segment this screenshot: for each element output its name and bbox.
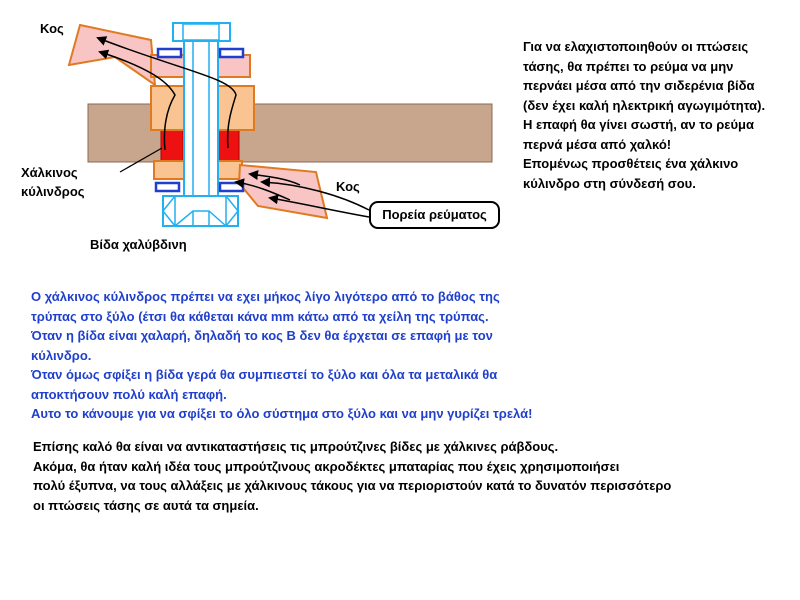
top-lug-ring-right xyxy=(218,55,250,77)
label-copper-cylinder-line2: κύλινδρος xyxy=(21,184,85,199)
top-terminal-lug xyxy=(69,25,155,85)
text-line: κύλινδρο. xyxy=(31,347,92,363)
additional-advice xyxy=(33,437,671,515)
label-copper-cylinder-line1: Χάλκινος xyxy=(21,165,78,180)
washer-top-right xyxy=(220,49,243,57)
text-line: Επομένως προσθέτεις ένα χάλκινο xyxy=(523,156,739,171)
bottom-terminal-lug xyxy=(239,165,327,218)
cylinder-notes xyxy=(31,287,532,424)
washer-bottom-right xyxy=(220,183,243,191)
text-line: κύλινδρο στη σύνδεσή σου. xyxy=(523,175,696,191)
text-line: Ο χάλκινος κύλινδρος πρέπει να εχει μήκος λίγο λιγότερο από το βάθος της xyxy=(31,289,500,304)
wood-board xyxy=(88,104,492,162)
text-line: περνάει μέσα από την σιδερένια βίδα xyxy=(523,78,755,93)
text-line: Για να ελαχιστοποιηθούν οι πτώσεις xyxy=(523,39,749,54)
bolt-head xyxy=(173,23,230,41)
copper-sleeve-right xyxy=(218,86,254,130)
text-line: Αυτο το κάνουμε για να σφίξει το όλο σύστημα στο ξύλο και να μην γυρίζει τρελά! xyxy=(31,406,533,421)
label-steel-bolt: Βίδα χαλύβδινη xyxy=(90,237,187,252)
label-kos-bottom: Κος xyxy=(336,179,360,194)
text-line: (δεν έχει καλή ηλεκτρική αγωγιμότητα). xyxy=(523,97,766,113)
text-line: Ακόμα, θα ήταν καλή ιδέα τους μπρούτζινους ακροδέκτες μπαταρίας που έχεις χρησιμοποιήσει xyxy=(33,458,620,474)
label-kos-top: Κος xyxy=(40,21,64,36)
label-copper-cylinder xyxy=(21,163,85,201)
text-line: τάσης, θα πρέπει το ρεύμα να μην xyxy=(523,58,734,74)
washer-bottom-left xyxy=(156,183,179,191)
text-line: οι πτώσεις τάσης σε αυτά τα σημεία. xyxy=(33,497,259,513)
washer-top-left xyxy=(158,49,181,57)
copper-sleeve-left xyxy=(151,86,184,130)
text-line: Η επαφή θα γίνει σωστή, αν το ρεύμα xyxy=(523,117,754,132)
text-line: τρύπας στο ξύλο (έτσι θα κάθεται κάνα mm κάτω από τα χείλη της τρύπας. xyxy=(31,308,489,324)
bolt-shank xyxy=(184,41,218,196)
current-path-callout: Πορεία ρεύματος xyxy=(369,201,500,229)
text-line: Επίσης καλό θα είναι να αντικαταστήσεις τις μπρούτζινες βίδες με χάλκινες ράβδους. xyxy=(33,439,559,454)
text-line: περνά μέσα από χαλκό! xyxy=(523,136,672,152)
text-line: πολύ έξυπνα, να τους αλλάξεις με χάλκινους τάκους για να περιοριστούν κατά το δυνατόν περισσότερο xyxy=(33,478,672,493)
text-line: αποκτήσουν πολύ καλή επαφή. xyxy=(31,386,227,402)
explanation-text xyxy=(523,37,765,193)
lower-nut-left xyxy=(154,161,184,179)
text-line: Όταν η βίδα είναι χαλαρή, δηλαδή το κος Β δεν θα έρχεται σε επαφή με τον xyxy=(31,328,493,343)
text-line: Όταν όμως σφίξει η βίδα γερά θα συμπιεστεί το ξύλο και όλα τα μεταλικά θα xyxy=(31,367,498,382)
